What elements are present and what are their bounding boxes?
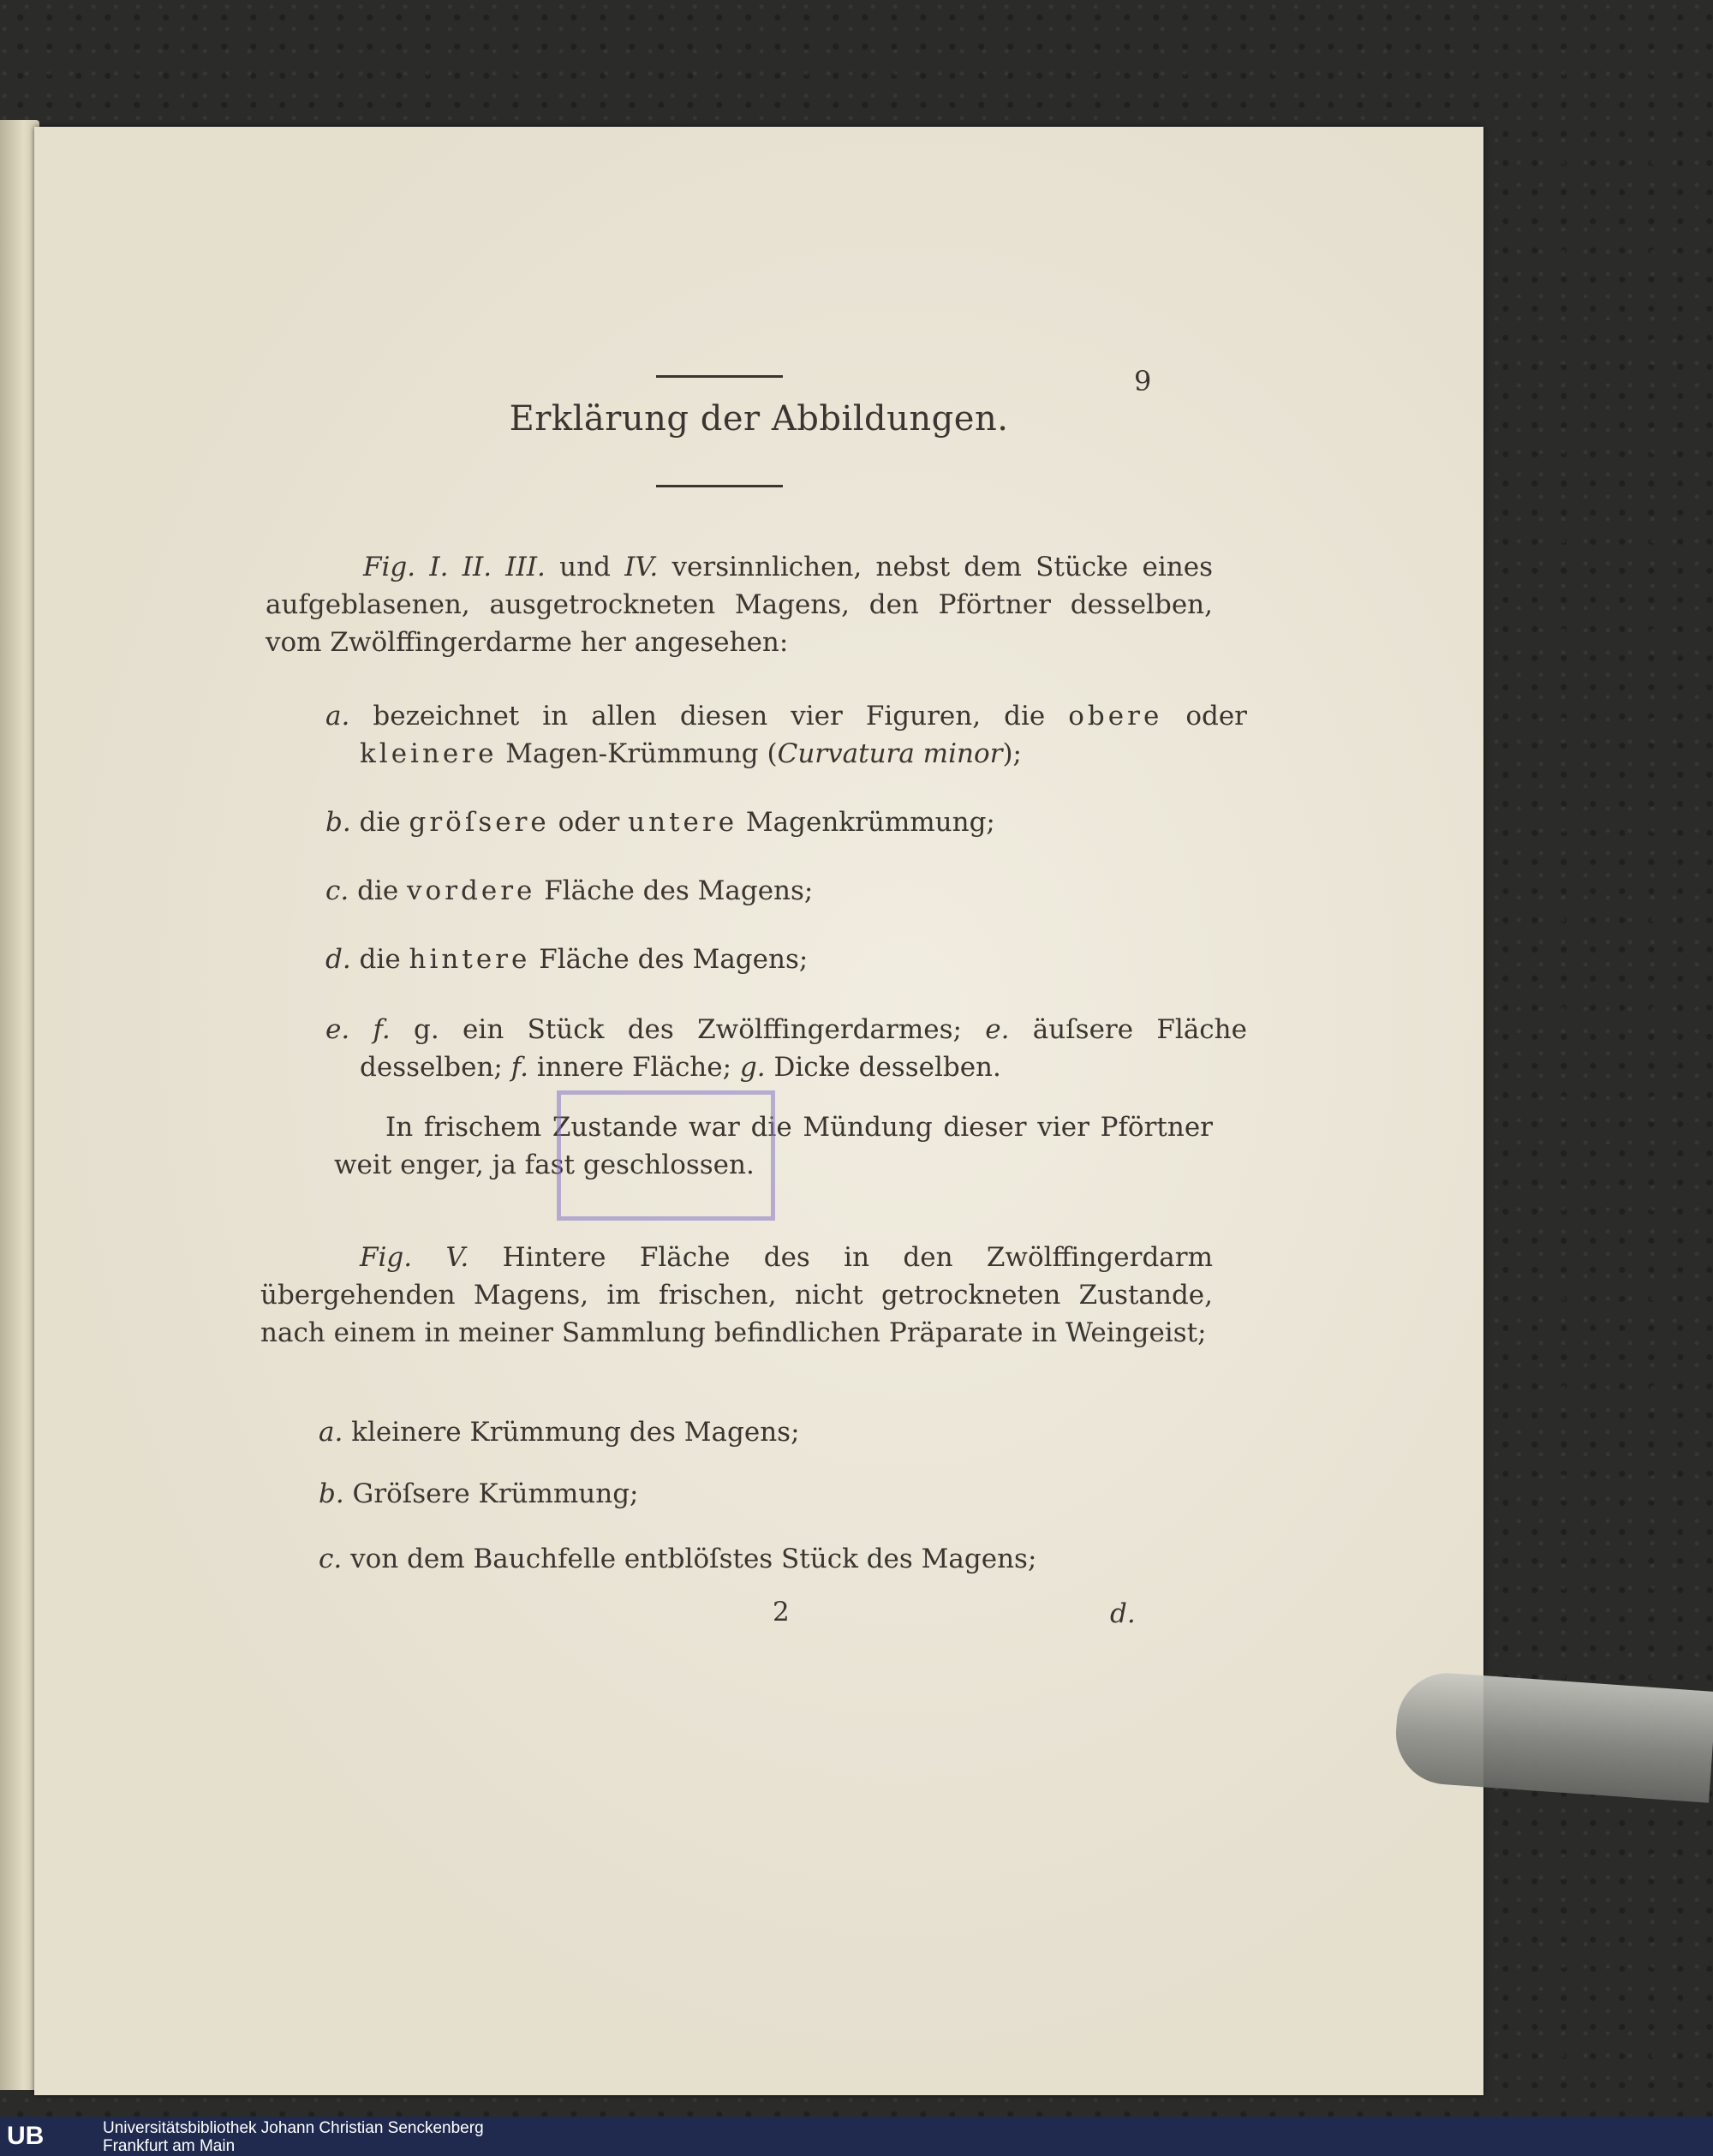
footer-institution: Universitätsbibliothek Johann Christian Senckenberg — [103, 2119, 484, 2137]
list2-item-c: c. von dem Bauchfelle entblöſstes Stück des Magens; — [319, 1544, 1037, 1574]
footer-city: Frankfurt am Main — [103, 2137, 236, 2155]
fig5-paragraph: Fig. V. Hintere Fläche des in den Zwölffingerdarm übergehenden Magens, im frischen, nicht getrockneten Zustande, nach einem in meiner Sammlung befindlichen Präparate in Weingeist; — [260, 1242, 1213, 1348]
page-clip — [1393, 1669, 1713, 1802]
list-item-c: c. die vordere Fläche des Magens; — [325, 875, 814, 906]
list-item-b: b. die gröſsere oder untere Magenkrümmung; — [325, 807, 995, 838]
page-number: 9 — [1134, 365, 1152, 397]
intro-fig-ref-2: IV. — [624, 552, 659, 582]
intro-fig-ref: Fig. I. II. III. — [363, 552, 546, 582]
book-page — [34, 127, 1483, 2095]
note-paragraph: In frischem Zustande war die Mündung dieser vier Pförtner weit enger, ja fast geschlossen. — [334, 1112, 1213, 1180]
list-item-e: e. f. g. ein Stück des Zwölffingerdarmes; e. äuſsere Fläche desselben; f. innere Fläche; g. Dicke desselben. — [325, 1014, 1247, 1083]
list2-item-b: b. Gröſsere Krümmung; — [319, 1478, 639, 1509]
title-underline — [656, 485, 783, 487]
footer-bar — [0, 2117, 1713, 2156]
catchword: d. — [1110, 1598, 1136, 1629]
list-item-d: d. die hintere Fläche des Magens; — [325, 944, 809, 975]
library-stamp — [557, 1090, 775, 1221]
list2-item-a: a. kleinere Krümmung des Magens; — [319, 1417, 800, 1448]
page-title: Erklärung der Abbildungen. — [509, 399, 1009, 439]
fig5-ref: Fig. V. — [360, 1242, 469, 1273]
intro-paragraph: Fig. I. II. III. und IV. versinnlichen, nebst dem Stücke eines aufgeblasenen, ausgetrockneten Magens, den Pförtner desselben, vom Zwölffingerdarme her angesehen: — [266, 552, 1213, 658]
list-item-a: a. bezeichnet in allen diesen vier Figuren, die obere oder kleinere Magen-Krümmung (Curvatura minor); — [325, 701, 1248, 769]
ub-logo: UB — [7, 2122, 45, 2150]
signature-mark: 2 — [773, 1597, 790, 1627]
top-rule — [656, 375, 783, 378]
